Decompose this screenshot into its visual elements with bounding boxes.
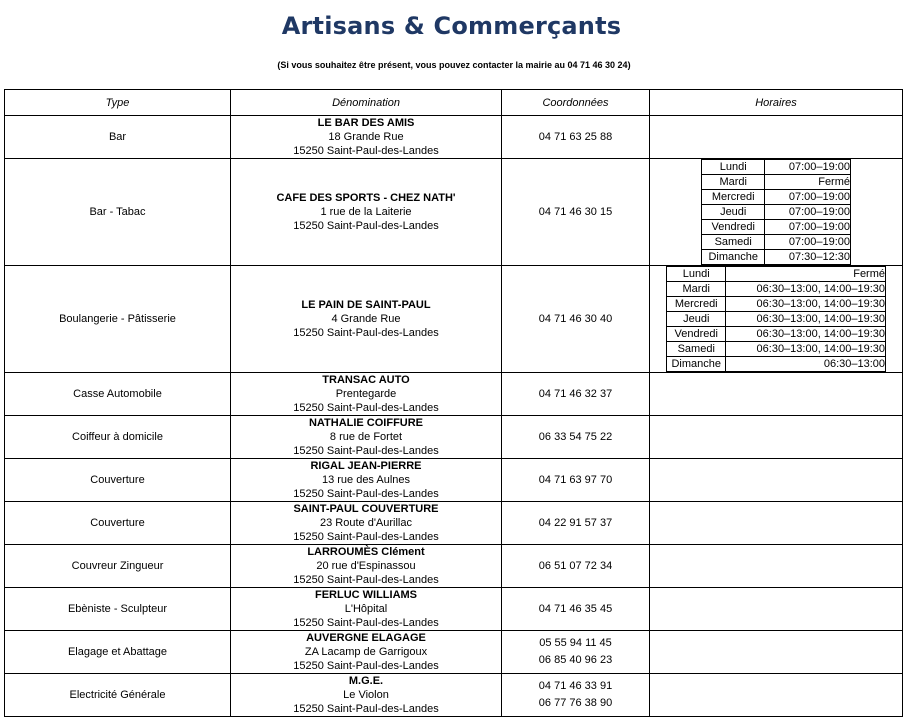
- business-type: Couverture: [5, 459, 231, 502]
- business-contact: [502, 266, 650, 373]
- business-address: Le Violon: [343, 689, 389, 701]
- business-name: TRANSAC AUTO: [322, 374, 410, 386]
- business-contact: [502, 116, 650, 159]
- business-denomination: [231, 674, 502, 717]
- hours-time: 06:30–13:00, 14:00–19:30: [726, 327, 886, 342]
- phone-number[interactable]: 04 71 46 30 40: [538, 312, 613, 325]
- hours-row: [702, 235, 851, 250]
- opening-hours-list: [666, 266, 886, 372]
- business-city: 15250 Saint-Paul-des-Landes: [293, 488, 439, 500]
- table-row: [5, 588, 903, 631]
- business-name: RIGAL JEAN-PIERRE: [310, 460, 422, 472]
- hours-day: Jeudi: [667, 312, 726, 327]
- phone-number[interactable]: 04 71 46 35 45: [538, 602, 613, 615]
- hours-time: 06:30–13:00: [726, 357, 886, 372]
- business-hours: [650, 266, 903, 373]
- hours-time: 06:30–13:00, 14:00–19:30: [726, 297, 886, 312]
- business-directory-table: [4, 89, 903, 717]
- hours-day: Samedi: [667, 342, 726, 357]
- table-row: [5, 416, 903, 459]
- hours-time: 07:00–19:00: [765, 220, 851, 235]
- table-row: [5, 545, 903, 588]
- business-denomination: [231, 545, 502, 588]
- business-city: 15250 Saint-Paul-des-Landes: [293, 402, 439, 414]
- business-type: Coiffeur à domicile: [5, 416, 231, 459]
- column-header-contact: Coordonnées: [502, 90, 650, 116]
- business-address: L'Hôpital: [344, 603, 388, 615]
- hours-day: Samedi: [702, 235, 765, 250]
- hours-day: Vendredi: [702, 220, 765, 235]
- hours-time: Fermé: [765, 175, 851, 190]
- business-hours: [650, 159, 903, 266]
- table-row: [5, 159, 903, 266]
- business-city: 15250 Saint-Paul-des-Landes: [293, 617, 439, 629]
- hours-day: Dimanche: [667, 357, 726, 372]
- hours-day: Mercredi: [702, 190, 765, 205]
- business-name: CAFE DES SPORTS - CHEZ NATH': [276, 192, 456, 204]
- business-city: 15250 Saint-Paul-des-Landes: [293, 445, 439, 457]
- hours-day: Mercredi: [667, 297, 726, 312]
- business-name: NATHALIE COIFFURE: [308, 417, 424, 429]
- hours-time: 07:00–19:00: [765, 190, 851, 205]
- business-contact: [502, 159, 650, 266]
- hours-time: 07:00–19:00: [765, 160, 851, 175]
- business-denomination: [231, 116, 502, 159]
- business-type: Bar: [5, 116, 231, 159]
- business-type: Boulangerie - Pâtisserie: [5, 266, 231, 373]
- hours-row: [702, 190, 851, 205]
- business-address: 23 Route d'Aurillac: [320, 517, 412, 529]
- business-address: ZA Lacamp de Garrigoux: [304, 646, 428, 658]
- business-hours: [650, 502, 903, 545]
- column-header-hours: Horaires: [650, 90, 903, 116]
- business-denomination: [231, 588, 502, 631]
- business-denomination: [231, 159, 502, 266]
- hours-row: [667, 312, 886, 327]
- hours-time: 06:30–13:00, 14:00–19:30: [726, 282, 886, 297]
- table-header-row: [5, 90, 903, 116]
- business-hours: [650, 545, 903, 588]
- business-type: Electricité Générale: [5, 674, 231, 717]
- hours-row: [667, 342, 886, 357]
- table-row: [5, 502, 903, 545]
- business-name: LE PAIN DE SAINT-PAUL: [301, 299, 431, 311]
- hours-row: [702, 160, 851, 175]
- business-address: 13 rue des Aulnes: [321, 474, 411, 486]
- hours-row: [667, 357, 886, 372]
- business-denomination: [231, 502, 502, 545]
- table-row: [5, 373, 903, 416]
- hours-day: Lundi: [702, 160, 765, 175]
- hours-day: Dimanche: [702, 250, 765, 265]
- business-contact: [502, 674, 650, 717]
- business-name: LE BAR DES AMIS: [317, 117, 415, 129]
- business-denomination: [231, 459, 502, 502]
- business-name: AUVERGNE ELAGAGE: [306, 632, 426, 644]
- business-city: 15250 Saint-Paul-des-Landes: [293, 220, 439, 232]
- opening-hours-list: [701, 159, 851, 265]
- business-type: Elagage et Abattage: [5, 631, 231, 674]
- hours-time: Fermé: [726, 267, 886, 282]
- hours-day: Mardi: [667, 282, 726, 297]
- business-denomination: [231, 416, 502, 459]
- business-contact: [502, 373, 650, 416]
- column-header-type: Type: [5, 90, 231, 116]
- business-hours: [650, 116, 903, 159]
- phone-number[interactable]: 06 85 40 96 23: [538, 654, 613, 666]
- hours-time: 07:00–19:00: [765, 235, 851, 250]
- business-address: Prentegarde: [335, 388, 397, 400]
- hours-time: 07:30–12:30: [765, 250, 851, 265]
- business-city: 15250 Saint-Paul-des-Landes: [293, 531, 439, 543]
- business-hours: [650, 416, 903, 459]
- business-address: 4 Grande Rue: [331, 313, 401, 325]
- phone-number[interactable]: 04 71 63 25 88: [538, 130, 613, 143]
- business-address: 18 Grande Rue: [328, 131, 404, 143]
- phone-number[interactable]: 04 22 91 57 37: [538, 516, 613, 529]
- business-address: 1 rue de la Laiterie: [320, 206, 412, 218]
- phone-number[interactable]: 05 55 94 11 45: [539, 637, 612, 649]
- business-hours: [650, 674, 903, 717]
- business-address: 8 rue de Fortet: [329, 431, 403, 443]
- hours-row: [667, 267, 886, 282]
- phone-number[interactable]: 06 33 54 75 22: [538, 430, 613, 443]
- business-hours: [650, 631, 903, 674]
- hours-day: Jeudi: [702, 205, 765, 220]
- business-contact: [502, 545, 650, 588]
- business-type: Couverture: [5, 502, 231, 545]
- business-address: 20 rue d'Espinassou: [316, 560, 416, 572]
- hours-row: [667, 297, 886, 312]
- business-name: M.G.E.: [348, 675, 384, 687]
- business-denomination: [231, 631, 502, 674]
- business-type: Casse Automobile: [5, 373, 231, 416]
- hours-time: 07:00–19:00: [765, 205, 851, 220]
- business-contact: [502, 631, 650, 674]
- business-contact: [502, 416, 650, 459]
- business-contact: [502, 502, 650, 545]
- hours-row: [667, 282, 886, 297]
- business-name: FERLUC WILLIAMS: [314, 589, 418, 601]
- hours-day: Mardi: [702, 175, 765, 190]
- hours-row: [702, 220, 851, 235]
- column-header-name: Dénomination: [231, 90, 502, 116]
- hours-row: [702, 175, 851, 190]
- phone-number[interactable]: 06 77 76 38 90: [538, 697, 613, 709]
- business-denomination: [231, 373, 502, 416]
- business-city: 15250 Saint-Paul-des-Landes: [293, 703, 439, 715]
- business-city: 15250 Saint-Paul-des-Landes: [293, 145, 439, 157]
- phone-number[interactable]: 04 71 46 33 91: [538, 680, 613, 692]
- hours-row: [667, 327, 886, 342]
- phone-number[interactable]: 04 71 46 30 15: [538, 205, 613, 218]
- business-type: Ebèniste - Sculpteur: [5, 588, 231, 631]
- business-city: 15250 Saint-Paul-des-Landes: [293, 327, 439, 339]
- table-row: [5, 674, 903, 717]
- business-city: 15250 Saint-Paul-des-Landes: [293, 574, 439, 586]
- business-name: LARROUMÈS Clément: [307, 546, 425, 558]
- business-name: SAINT-PAUL COUVERTURE: [293, 503, 439, 515]
- hours-time: 06:30–13:00, 14:00–19:30: [726, 342, 886, 357]
- business-type: Couvreur Zingueur: [5, 545, 231, 588]
- phone-number[interactable]: 06 51 07 72 34: [538, 559, 613, 572]
- table-row: [5, 459, 903, 502]
- business-contact: [502, 588, 650, 631]
- phone-number[interactable]: 04 71 46 32 37: [538, 387, 613, 400]
- business-type: Bar - Tabac: [5, 159, 231, 266]
- contact-note: (Si vous souhaitez être présent, vous pouvez contacter la mairie au 04 71 46 30 24): [277, 60, 631, 70]
- hours-row: [702, 250, 851, 265]
- business-contact: [502, 459, 650, 502]
- business-city: 15250 Saint-Paul-des-Landes: [293, 660, 439, 672]
- table-row: [5, 266, 903, 373]
- business-hours: [650, 459, 903, 502]
- hours-row: [702, 205, 851, 220]
- hours-time: 06:30–13:00, 14:00–19:30: [726, 312, 886, 327]
- table-row: [5, 116, 903, 159]
- hours-day: Lundi: [667, 267, 726, 282]
- table-row: [5, 631, 903, 674]
- phone-number[interactable]: 04 71 63 97 70: [538, 473, 613, 486]
- business-denomination: [231, 266, 502, 373]
- business-hours: [650, 373, 903, 416]
- hours-day: Vendredi: [667, 327, 726, 342]
- page-title: Artisans & Commerçants: [281, 12, 622, 40]
- business-hours: [650, 588, 903, 631]
